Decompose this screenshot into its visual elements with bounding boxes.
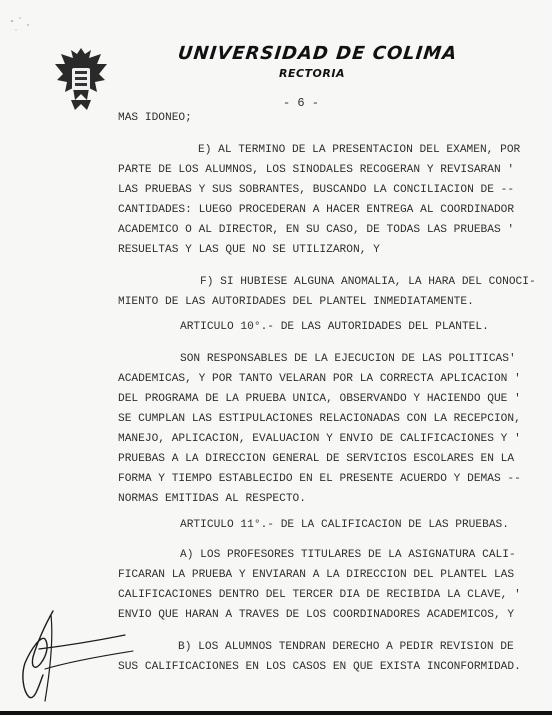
- text-line: CANTIDADES: LUEGO PROCEDERAN A HACER ENTREGA AL COORDINADOR: [118, 204, 515, 216]
- article-heading: ARTICULO 11°.- DE LA CALIFICACION DE LAS PRUEBAS.: [180, 519, 509, 531]
- text-line: PARTE DE LOS ALUMNOS, LOS SINODALES RECOGERAN Y REVISARAN ': [118, 164, 515, 176]
- scan-bottom-edge: [0, 711, 552, 715]
- text-line: E) AL TERMINO DE LA PRESENTACION DEL EXAMEN, POR: [198, 144, 521, 156]
- text-line: PRUEBAS A LA DIRECCION GENERAL DE SERVICIOS ESCOLARES EN LA: [118, 453, 515, 465]
- text-line: ACADEMICO O AL DIRECTOR, EN SU CASO, DE TODAS LAS PRUEBAS ': [118, 224, 515, 236]
- university-eagle-crest-icon: [53, 44, 109, 112]
- text-line: CALIFICACIONES DENTRO DEL TERCER DIA DE RECIBIDA LA CLAVE, ': [118, 589, 521, 601]
- text-line: RESUELTAS Y LAS QUE NO SE UTILIZARON, Y: [118, 244, 380, 256]
- office-name: RECTORIA: [279, 67, 345, 80]
- text-line: MIENTO DE LAS AUTORIDADES DEL PLANTEL INMEDIATAMENTE.: [118, 296, 474, 308]
- text-line: DEL PROGRAMA DE LA PRUEBA UNICA, OBSERVANDO Y HACIENDO QUE ': [118, 393, 521, 405]
- text-line: FICARAN LA PRUEBA Y ENVIARAN A LA DIRECCION DEL PLANTEL LAS: [118, 569, 515, 581]
- text-line: MANEJO, APLICACION, EVALUACION Y ENVIO DE CALIFICACIONES Y ': [118, 433, 521, 445]
- text-line: F) SI HUBIESE ALGUNA ANOMALIA, LA HARA DEL CONOCI-: [200, 276, 536, 288]
- text-line: NORMAS EMITIDAS AL RESPECTO.: [118, 493, 306, 505]
- scan-specks: [8, 15, 38, 35]
- text-line: A) LOS PROFESORES TITULARES DE LA ASIGNATURA CALI-: [180, 549, 516, 561]
- page-number: - 6 -: [283, 96, 320, 110]
- university-name: UNIVERSIDAD DE COLIMA: [176, 43, 459, 64]
- text-line: SE CUMPLAN LAS ESTIPULACIONES RELACIONADAS CON LA RECEPCION,: [118, 413, 521, 425]
- article-heading: ARTICULO 10°.- DE LAS AUTORIDADES DEL PLANTEL.: [180, 321, 489, 333]
- text-line: FORMA Y TIEMPO ESTABLECIDO EN EL PRESENTE ACUERDO Y DEMAS --: [118, 473, 521, 485]
- text-line: SUS CALIFICACIONES EN LOS CASOS EN QUE EXISTA INCONFORMIDAD.: [118, 661, 521, 673]
- text-line: ACADEMICAS, Y POR TANTO VELARAN POR LA CORRECTA APLICACION ': [118, 373, 521, 385]
- text-line: B) LOS ALUMNOS TENDRAN DERECHO A PEDIR REVISION DE: [178, 641, 514, 653]
- text-line: ENVIO QUE HARAN A TRAVES DE LOS COORDINADORES ACADEMICOS, Y: [118, 609, 515, 621]
- text-line: MAS IDONEO;: [118, 112, 192, 124]
- text-line: SON RESPONSABLES DE LA EJECUCION DE LAS POLITICAS': [180, 353, 516, 365]
- handwritten-signature: [15, 605, 135, 705]
- text-line: LAS PRUEBAS Y SUS SOBRANTES, BUSCANDO LA CONCILIACION DE --: [118, 184, 515, 196]
